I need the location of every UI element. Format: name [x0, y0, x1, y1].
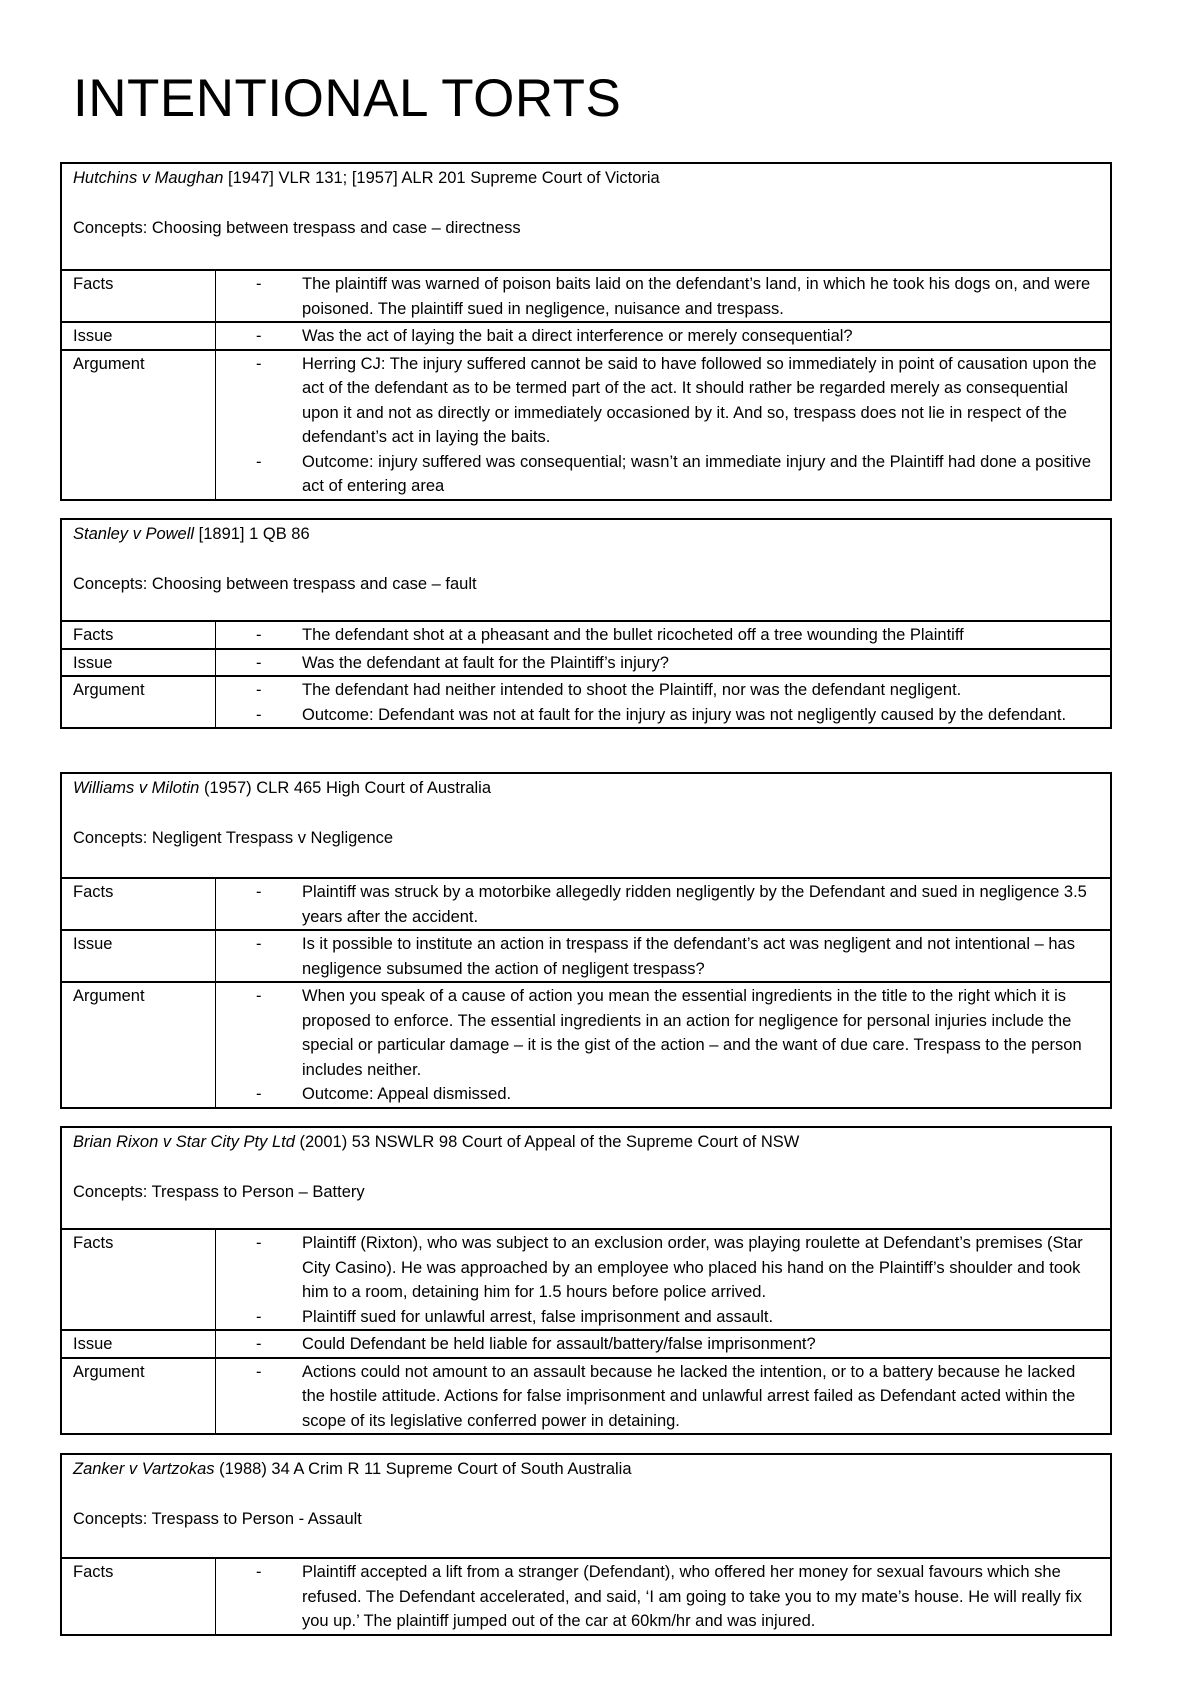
facts-row [62, 1229, 1110, 1330]
case-box [60, 1126, 1112, 1435]
case-header [62, 164, 1110, 269]
argument-row [62, 982, 1110, 1107]
bullet-item [216, 880, 1102, 929]
argument-label: Argument [62, 982, 216, 1107]
bullet-item [216, 1360, 1102, 1434]
bullet-item [216, 651, 1102, 676]
bullet-text: Plaintiff sued for unlawful arrest, false imprisonment and assault. [302, 1307, 774, 1326]
case-concepts: Concepts: Choosing between trespass and case – directness [73, 219, 521, 237]
bullet-item [216, 984, 1102, 1082]
facts-row [62, 1558, 1110, 1634]
issue-cell [216, 1330, 1111, 1358]
dash-bullet: - [256, 681, 262, 699]
bullet-item [216, 1082, 1102, 1107]
bullet-text: The defendant had neither intended to shoot the Plaintiff, nor was the defendant negligent. [302, 681, 962, 699]
argument-row [62, 1358, 1110, 1434]
case-name: Hutchins v Maughan [73, 169, 224, 187]
case-name: Brian Rixon v Star City Pty Ltd [73, 1133, 295, 1151]
dash-bullet: - [256, 1307, 262, 1326]
facts-label: Facts [62, 878, 216, 930]
case-box [60, 162, 1112, 501]
case-citation: (1957) CLR 465 High Court of Australia [199, 779, 492, 797]
facts-row [62, 621, 1110, 649]
bullet-text: Was the defendant at fault for the Plaintiff’s injury? [302, 653, 669, 672]
dash-bullet: - [256, 935, 262, 953]
case-header [62, 1455, 1110, 1557]
bullet-text: Actions could not amount to an assault because he lacked the intention, or to a battery because he lacked the hostile attitude. Actions for false imprisonment and unlawful arrest failed as Defendant acted within the scope of its legislative conferred power in detaining. [302, 1362, 1076, 1430]
dash-bullet: - [256, 452, 262, 471]
document-title: INTENTIONAL TORTS [73, 69, 622, 128]
bullet-item [216, 703, 1102, 728]
issue-cell [216, 930, 1111, 982]
case-citation: [1891] 1 QB 86 [194, 525, 310, 543]
argument-label: Argument [62, 350, 216, 499]
facts-cell [216, 621, 1111, 649]
case-table [62, 620, 1110, 727]
bullet-text: Herring CJ: The injury suffered cannot be said to have followed so immediately in point of causation upon the act of the defendant as to be termed part of the act. It should rather be regarded merely as consequential upon it and not as directly or immediately occasioned by it. And so, trespass does not lie in respect of the defendant’s act in laying the baits. [302, 354, 1097, 446]
issue-label: Issue [62, 930, 216, 982]
issue-label: Issue [62, 649, 216, 677]
case-citation: [1947] VLR 131; [1957] ALR 201 Supreme Court of Victoria [223, 169, 660, 187]
argument-cell [216, 982, 1111, 1107]
dash-bullet: - [256, 275, 262, 293]
bullet-text: Plaintiff accepted a lift from a stranger (Defendant), who offered her money for sexual favours which she refused. The Defendant accelerated, and said, ‘I am going to take you to my mate’s house. He will really fix you up.’ The plaintiff jumped out of the car at 60km/hr and was injured. [302, 1563, 1082, 1630]
dash-bullet: - [256, 705, 262, 724]
facts-label: Facts [62, 1558, 216, 1634]
dash-bullet: - [256, 1563, 262, 1581]
bullet-text: Plaintiff was struck by a motorbike allegedly ridden negligently by the Defendant and sued in negligence 3.5 years after the accident. [302, 883, 1087, 926]
case-concepts: Concepts: Trespass to Person – Battery [73, 1183, 365, 1201]
case-title [73, 1131, 1099, 1153]
bullet-text: Outcome: injury suffered was consequential; wasn’t an immediate injury and the Plaintiff had done a positive act of entering area [302, 452, 1092, 495]
bullet-item [216, 272, 1102, 321]
bullet-text: The plaintiff was warned of poison baits laid on the defendant’s land, in which he took his dogs on, and were poisoned. The plaintiff sued in negligence, nuisance and trespass. [302, 275, 1091, 318]
dash-bullet: - [256, 1362, 262, 1381]
case-table [62, 1228, 1110, 1433]
bullet-item [216, 623, 1102, 648]
case-citation: (1988) 34 A Crim R 11 Supreme Court of South Australia [214, 1460, 632, 1478]
bullet-text: Could Defendant be held liable for assault/battery/false imprisonment? [302, 1335, 816, 1353]
bullet-text: Is it possible to institute an action in trespass if the defendant’s act was negligent and not intentional – has negligence subsumed the action of negligent trespass? [302, 935, 1075, 978]
case-concepts: Concepts: Choosing between trespass and case – fault [73, 575, 477, 593]
bullet-item [216, 932, 1102, 981]
case-concepts: Concepts: Negligent Trespass v Negligence [73, 829, 394, 847]
argument-cell [216, 676, 1111, 727]
issue-cell [216, 322, 1111, 350]
issue-row [62, 322, 1110, 350]
bullet-text: Was the act of laying the bait a direct interference or merely consequential? [302, 327, 853, 345]
case-box [60, 772, 1112, 1109]
issue-cell [216, 649, 1111, 677]
case-table [62, 877, 1110, 1107]
bullet-item [216, 324, 1102, 349]
dash-bullet: - [256, 354, 262, 373]
bullet-text: Outcome: Appeal dismissed. [302, 1085, 512, 1103]
case-box [60, 518, 1112, 729]
facts-cell [216, 1558, 1111, 1634]
argument-cell [216, 1358, 1111, 1434]
case-table [62, 1557, 1110, 1634]
bullet-item [216, 1560, 1102, 1634]
case-title [73, 167, 1099, 189]
bullet-text: The defendant shot at a pheasant and the bullet ricocheted off a tree wounding the Plaintiff [302, 626, 964, 644]
dash-bullet: - [256, 883, 262, 901]
issue-row [62, 649, 1110, 677]
argument-row [62, 350, 1110, 499]
case-header [62, 1128, 1110, 1228]
argument-label: Argument [62, 676, 216, 727]
dash-bullet: - [256, 1234, 262, 1252]
case-header [62, 774, 1110, 877]
bullet-item [216, 678, 1102, 703]
dash-bullet: - [256, 1085, 262, 1103]
facts-row [62, 878, 1110, 930]
dash-bullet: - [256, 1335, 262, 1353]
dash-bullet: - [256, 987, 262, 1005]
bullet-item [216, 352, 1102, 450]
argument-label: Argument [62, 1358, 216, 1434]
bullet-item [216, 1231, 1102, 1305]
case-box [60, 1453, 1112, 1636]
facts-cell [216, 270, 1111, 322]
facts-cell [216, 1229, 1111, 1330]
issue-label: Issue [62, 1330, 216, 1358]
bullet-item [216, 1305, 1102, 1330]
case-citation: (2001) 53 NSWLR 98 Court of Appeal of the Supreme Court of NSW [294, 1133, 800, 1151]
issue-row [62, 1330, 1110, 1358]
facts-cell [216, 878, 1111, 930]
bullet-item [216, 1332, 1102, 1357]
case-title [73, 523, 1099, 545]
facts-label: Facts [62, 1229, 216, 1330]
case-concepts: Concepts: Trespass to Person - Assault [73, 1510, 362, 1528]
facts-row [62, 270, 1110, 322]
argument-cell [216, 350, 1111, 499]
bullet-text: Plaintiff (Rixton), who was subject to an exclusion order, was playing roulette at Defendant’s premises (Star City Casino). He was approached by an employee who placed his hand on the Plaintiff’s shoulder and took him to a room, detaining him for 1.5 hours before police arrived. [302, 1234, 1083, 1301]
case-table [62, 269, 1110, 499]
case-name: Stanley v Powell [73, 525, 195, 543]
bullet-item [216, 450, 1102, 499]
case-header [62, 520, 1110, 620]
dash-bullet: - [256, 653, 262, 672]
issue-label: Issue [62, 322, 216, 350]
dash-bullet: - [256, 626, 262, 644]
case-name: Zanker v Vartzokas [73, 1460, 215, 1478]
case-title [73, 777, 1099, 799]
bullet-text: Outcome: Defendant was not at fault for the injury as injury was not negligently caused by the defendant. [302, 705, 1067, 724]
issue-row [62, 930, 1110, 982]
facts-label: Facts [62, 270, 216, 322]
argument-row [62, 676, 1110, 727]
dash-bullet: - [256, 327, 262, 345]
case-name: Williams v Milotin [73, 779, 200, 797]
facts-label: Facts [62, 621, 216, 649]
bullet-text: When you speak of a cause of action you mean the essential ingredients in the title to the right which it is proposed to enforce. The essential ingredients in an action for negligence for personal injuries include the special or particular damage – it is the gist of the action – and the want of due care. Trespass to the person includes neither. [302, 987, 1082, 1079]
case-title [73, 1458, 1099, 1480]
